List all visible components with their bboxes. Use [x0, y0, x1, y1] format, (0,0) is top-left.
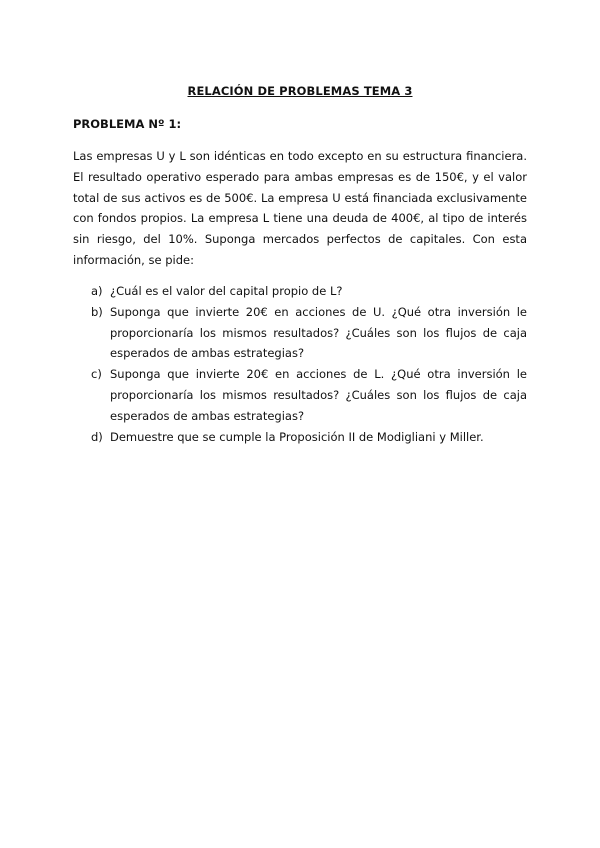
problem-statement: Las empresas U y L son idénticas en todo excepto en su estructura financiera. El resultado operativo esperado para ambas empresas es de 150€, y el valor total de sus activos es de 500€. La empresa U está financiada exclusivamente con fondos propios. La empresa L tiene una deuda de 400€, al tipo de interés sin riesgo, del 10%. Suponga mercados perfectos de capitales. Con esta información, se pide: [73, 149, 527, 267]
document-title: RELACIÓN DE PROBLEMAS TEMA 3 [187, 84, 413, 98]
question-list [73, 281, 527, 447]
question-item-a [73, 281, 527, 302]
question-text: Demuestre que se cumple la Proposición II de Modigliani y Miller. [110, 429, 484, 444]
question-item-b [73, 302, 527, 364]
question-text: Suponga que invierte 20€ en acciones de L. ¿Qué otra inversión le proporcionaría los mismos resultados? ¿Cuáles son los flujos de caja esperados de ambas estrategias? [110, 367, 527, 423]
question-text: ¿Cuál es el valor del capital propio de L? [110, 284, 343, 298]
question-item-c [73, 364, 527, 426]
question-letter: b) [91, 304, 103, 319]
question-text: Suponga que invierte 20€ en acciones de U. ¿Qué otra inversión le proporcionaría los mismos resultados? ¿Cuáles son los flujos de caja esperados de ambas estrategias? [110, 304, 527, 361]
question-letter: d) [91, 429, 103, 444]
question-letter: c) [91, 367, 102, 382]
question-letter: a) [91, 284, 103, 298]
problem-heading: PROBLEMA Nº 1: [73, 117, 182, 131]
question-item-d [73, 427, 527, 448]
